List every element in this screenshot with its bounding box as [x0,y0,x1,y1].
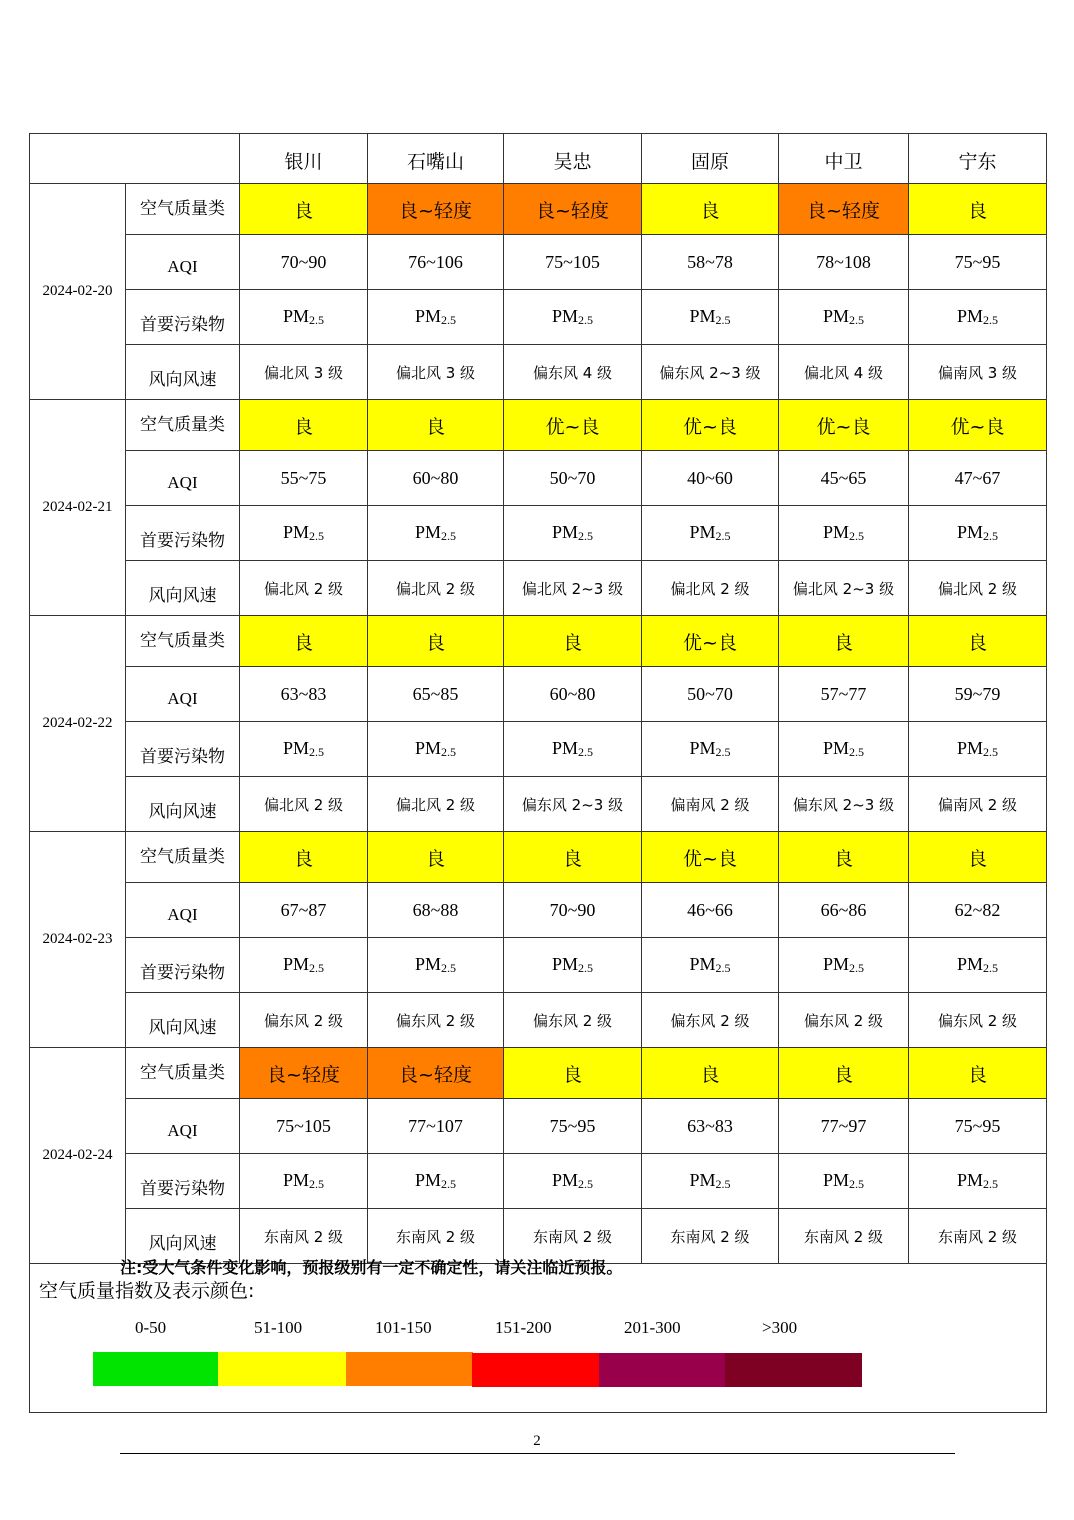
pollutant-name: PM [689,522,716,542]
quality-cell: 良 [909,184,1047,235]
quality-row-label: 空气质量类 [126,832,240,883]
pollutant-cell [504,938,642,993]
wind-cell: 偏北风 2 级 [368,561,504,616]
aqi-cell: 75~105 [504,235,642,290]
quality-cell: 良 [909,1048,1047,1099]
legend-color-swatch [472,1353,600,1387]
pollutant-cell [368,506,504,561]
aqi-row-label: AQI [126,1099,240,1154]
pollutant-row [30,290,1047,345]
city-header: 宁东 [909,134,1047,184]
pollutant-cell [504,506,642,561]
quality-cell: 良 [642,184,779,235]
aqi-cell: 47~67 [909,451,1047,506]
header-row [30,134,1047,184]
quality-cell: 良~轻度 [504,184,642,235]
legend-range-label: 51-100 [254,1318,303,1337]
quality-cell: 良 [909,616,1047,667]
quality-cell: 良 [779,616,909,667]
aqi-cell: 59~79 [909,667,1047,722]
quality-cell: 优~良 [642,400,779,451]
pollutant-name: PM [282,306,309,326]
quality-row [30,1048,1047,1099]
wind-cell: 东南风 2 级 [642,1209,779,1264]
footer-divider [120,1453,955,1454]
city-header: 固原 [642,134,779,184]
quality-row [30,616,1047,667]
wind-cell: 偏北风 3 级 [368,345,504,400]
pollutant-subscript: 2.5 [309,961,324,975]
pollutant-cell [642,938,779,993]
pollutant-cell [909,722,1047,777]
pollutant-cell [909,1154,1047,1209]
quality-row-label: 空气质量类 [126,616,240,667]
aqi-cell: 40~60 [642,451,779,506]
pollutant-subscript: 2.5 [849,1177,864,1191]
aqi-cell: 63~83 [642,1099,779,1154]
legend-row [30,1264,1047,1413]
wind-row [30,561,1047,616]
pollutant-subscript: 2.5 [309,745,324,759]
city-header: 吴忠 [504,134,642,184]
pollutant-name: PM [956,522,983,542]
quality-cell: 良 [779,1048,909,1099]
pollutant-name: PM [822,954,849,974]
quality-cell: 良~轻度 [240,1048,368,1099]
pollutant-name: PM [689,738,716,758]
wind-cell: 偏北风 2 级 [368,777,504,832]
pollutant-name: PM [689,306,716,326]
wind-cell: 偏东风 2 级 [642,993,779,1048]
pollutant-name: PM [282,522,309,542]
wind-cell: 偏南风 2 级 [909,777,1047,832]
aqi-cell: 60~80 [368,451,504,506]
pollutant-cell [779,506,909,561]
wind-cell: 偏东风 2 级 [909,993,1047,1048]
aqi-cell: 75~95 [909,1099,1047,1154]
pollutant-cell [368,938,504,993]
pollutant-name: PM [822,738,849,758]
pollutant-subscript: 2.5 [578,1177,593,1191]
pollutant-subscript: 2.5 [849,313,864,327]
legend-color-swatch [599,1353,726,1387]
pollutant-name: PM [414,522,441,542]
wind-cell: 偏北风 2 级 [909,561,1047,616]
aqi-row [30,1099,1047,1154]
quality-cell: 良 [368,400,504,451]
pollutant-row [30,722,1047,777]
pollutant-subscript: 2.5 [983,313,998,327]
aqi-cell: 58~78 [642,235,779,290]
quality-cell: 良 [368,832,504,883]
quality-cell: 良 [240,832,368,883]
pollutant-cell [504,722,642,777]
pollutant-name: PM [551,306,578,326]
forecast-date: 2024-02-22 [30,616,126,832]
pollutant-row-label: 首要污染物 [126,938,240,993]
aqi-row [30,667,1047,722]
wind-cell: 东南风 2 级 [909,1209,1047,1264]
legend-range-label: >300 [762,1318,798,1337]
forecast-date: 2024-02-21 [30,400,126,616]
aqi-cell: 70~90 [240,235,368,290]
quality-cell: 良 [504,1048,642,1099]
legend-range-label: 0-50 [135,1318,167,1337]
aqi-cell: 50~70 [642,667,779,722]
wind-row-label: 风向风速 [126,345,240,400]
pollutant-cell [368,1154,504,1209]
pollutant-cell [368,722,504,777]
pollutant-subscript: 2.5 [441,313,456,327]
forecast-date: 2024-02-23 [30,832,126,1048]
pollutant-subscript: 2.5 [983,529,998,543]
aqi-row [30,883,1047,938]
wind-cell: 偏东风 4 级 [504,345,642,400]
pollutant-subscript: 2.5 [578,961,593,975]
pollutant-row-label: 首要污染物 [126,722,240,777]
quality-cell: 优~良 [642,832,779,883]
pollutant-subscript: 2.5 [309,313,324,327]
quality-cell: 优~良 [642,616,779,667]
pollutant-subscript: 2.5 [983,961,998,975]
wind-row [30,993,1047,1048]
aqi-row-label: AQI [126,235,240,290]
pollutant-cell [642,1154,779,1209]
pollutant-name: PM [689,954,716,974]
pollutant-cell [909,938,1047,993]
pollutant-name: PM [414,738,441,758]
wind-cell: 偏东风 2~3 级 [504,777,642,832]
aqi-row [30,451,1047,506]
pollutant-subscript: 2.5 [849,961,864,975]
pollutant-subscript: 2.5 [715,961,731,975]
legend-range-label: 151-200 [495,1318,552,1337]
pollutant-name: PM [551,522,578,542]
legend-color-swatch [346,1352,473,1386]
city-header: 银川 [240,134,368,184]
aqi-row-label: AQI [126,451,240,506]
aqi-cell: 57~77 [779,667,909,722]
legend-color-swatch [93,1352,219,1386]
pollutant-cell [779,290,909,345]
wind-cell: 东南风 2 级 [779,1209,909,1264]
pollutant-cell [240,1154,368,1209]
aqi-cell: 63~83 [240,667,368,722]
pollutant-cell [240,506,368,561]
pollutant-name: PM [956,306,983,326]
pollutant-subscript: 2.5 [715,1177,731,1191]
pollutant-cell [779,1154,909,1209]
wind-row-label: 风向风速 [126,993,240,1048]
pollutant-subscript: 2.5 [983,1177,998,1191]
pollutant-name: PM [551,954,578,974]
pollutant-cell [779,722,909,777]
pollutant-row [30,938,1047,993]
pollutant-cell [504,290,642,345]
pollutant-row-label: 首要污染物 [126,506,240,561]
wind-cell: 偏北风 2~3 级 [779,561,909,616]
wind-cell: 偏北风 3 级 [240,345,368,400]
wind-cell: 偏北风 2 级 [642,561,779,616]
pollutant-subscript: 2.5 [441,961,456,975]
pollutant-row [30,1154,1047,1209]
aqi-cell: 50~70 [504,451,642,506]
aqi-cell: 75~95 [909,235,1047,290]
legend-range-label: 201-300 [624,1318,681,1337]
aqi-row [30,235,1047,290]
wind-cell: 偏南风 3 级 [909,345,1047,400]
wind-cell: 偏东风 2 级 [240,993,368,1048]
pollutant-name: PM [282,738,309,758]
wind-cell: 偏东风 2 级 [779,993,909,1048]
pollutant-subscript: 2.5 [441,745,456,759]
wind-row [30,777,1047,832]
quality-cell: 良 [240,184,368,235]
air-quality-forecast-table [29,133,1047,1413]
pollutant-subscript: 2.5 [441,1177,456,1191]
pollutant-row-label: 首要污染物 [126,290,240,345]
city-header: 中卫 [779,134,909,184]
pollutant-subscript: 2.5 [715,529,731,543]
aqi-cell: 76~106 [368,235,504,290]
pollutant-row-label: 首要污染物 [126,1154,240,1209]
wind-row [30,345,1047,400]
pollutant-name: PM [414,1170,441,1190]
pollutant-name: PM [822,522,849,542]
wind-cell: 偏东风 2 级 [368,993,504,1048]
pollutant-name: PM [956,738,983,758]
forecast-date: 2024-02-20 [30,184,126,400]
pollutant-subscript: 2.5 [578,745,593,759]
pollutant-cell [504,1154,642,1209]
aqi-row-label: AQI [126,883,240,938]
aqi-cell: 68~88 [368,883,504,938]
pollutant-name: PM [414,306,441,326]
wind-row-label: 风向风速 [126,1209,240,1264]
wind-cell: 偏东风 2~3 级 [642,345,779,400]
pollutant-cell [909,290,1047,345]
pollutant-subscript: 2.5 [849,529,864,543]
quality-cell: 良~轻度 [779,184,909,235]
pollutant-name: PM [956,1170,983,1190]
pollutant-name: PM [551,1170,578,1190]
quality-cell: 优~良 [779,400,909,451]
pollutant-subscript: 2.5 [715,745,731,759]
pollutant-cell [368,290,504,345]
legend-color-swatch [218,1352,347,1386]
aqi-cell: 77~107 [368,1099,504,1154]
aqi-row-label: AQI [126,667,240,722]
aqi-cell: 66~86 [779,883,909,938]
pollutant-cell [642,290,779,345]
header-corner [30,134,240,184]
quality-row [30,832,1047,883]
pollutant-cell [240,290,368,345]
aqi-cell: 46~66 [642,883,779,938]
wind-cell: 东南风 2 级 [504,1209,642,1264]
wind-row-label: 风向风速 [126,561,240,616]
quality-cell: 良 [642,1048,779,1099]
quality-cell: 优~良 [504,400,642,451]
pollutant-subscript: 2.5 [849,745,864,759]
legend-color-swatch [725,1353,862,1387]
forecast-note: 注:受大气条件变化影响，预报级别有一定不确定性，请关注临近预报。 [120,1258,623,1277]
quality-cell: 良 [504,832,642,883]
city-header: 石嘴山 [368,134,504,184]
wind-cell: 偏东风 2 级 [504,993,642,1048]
aqi-cell: 75~95 [504,1099,642,1154]
pollutant-cell [642,722,779,777]
pollutant-subscript: 2.5 [309,1177,324,1191]
forecast-date: 2024-02-24 [30,1048,126,1264]
aqi-cell: 65~85 [368,667,504,722]
wind-cell: 东南风 2 级 [368,1209,504,1264]
quality-cell: 良 [504,616,642,667]
aqi-color-legend [30,1264,1047,1413]
pollutant-subscript: 2.5 [578,529,593,543]
aqi-cell: 78~108 [779,235,909,290]
wind-cell: 偏北风 4 级 [779,345,909,400]
quality-cell: 良~轻度 [368,1048,504,1099]
aqi-cell: 62~82 [909,883,1047,938]
page-number: 2 [533,1433,541,1449]
pollutant-name: PM [282,954,309,974]
wind-cell: 偏东风 2~3 级 [779,777,909,832]
pollutant-name: PM [822,306,849,326]
wind-cell: 偏北风 2 级 [240,777,368,832]
legend-title: 空气质量指数及表示颜色: [39,1280,255,1302]
aqi-cell: 45~65 [779,451,909,506]
pollutant-subscript: 2.5 [983,745,998,759]
pollutant-cell [240,722,368,777]
quality-cell: 良 [909,832,1047,883]
aqi-cell: 55~75 [240,451,368,506]
quality-row [30,400,1047,451]
pollutant-name: PM [414,954,441,974]
pollutant-cell [642,506,779,561]
aqi-cell: 77~97 [779,1099,909,1154]
quality-cell: 良 [368,616,504,667]
pollutant-cell [240,938,368,993]
aqi-cell: 67~87 [240,883,368,938]
wind-row-label: 风向风速 [126,777,240,832]
quality-cell: 良 [779,832,909,883]
quality-cell: 优~良 [909,400,1047,451]
wind-cell: 偏北风 2~3 级 [504,561,642,616]
pollutant-subscript: 2.5 [578,313,593,327]
quality-row [30,184,1047,235]
pollutant-cell [779,938,909,993]
pollutant-name: PM [551,738,578,758]
pollutant-name: PM [282,1170,309,1190]
quality-row-label: 空气质量类 [126,400,240,451]
pollutant-subscript: 2.5 [309,529,324,543]
legend-range-label: 101-150 [375,1318,432,1337]
quality-cell: 良 [240,616,368,667]
pollutant-name: PM [822,1170,849,1190]
pollutant-row [30,506,1047,561]
pollutant-name: PM [689,1170,716,1190]
wind-cell: 偏北风 2 级 [240,561,368,616]
quality-cell: 良~轻度 [368,184,504,235]
pollutant-name: PM [956,954,983,974]
wind-cell: 东南风 2 级 [240,1209,368,1264]
aqi-cell: 70~90 [504,883,642,938]
aqi-cell: 60~80 [504,667,642,722]
pollutant-subscript: 2.5 [715,313,731,327]
aqi-cell: 75~105 [240,1099,368,1154]
quality-row-label: 空气质量类 [126,184,240,235]
pollutant-subscript: 2.5 [441,529,456,543]
quality-cell: 良 [240,400,368,451]
wind-cell: 偏南风 2 级 [642,777,779,832]
pollutant-cell [909,506,1047,561]
quality-row-label: 空气质量类 [126,1048,240,1099]
